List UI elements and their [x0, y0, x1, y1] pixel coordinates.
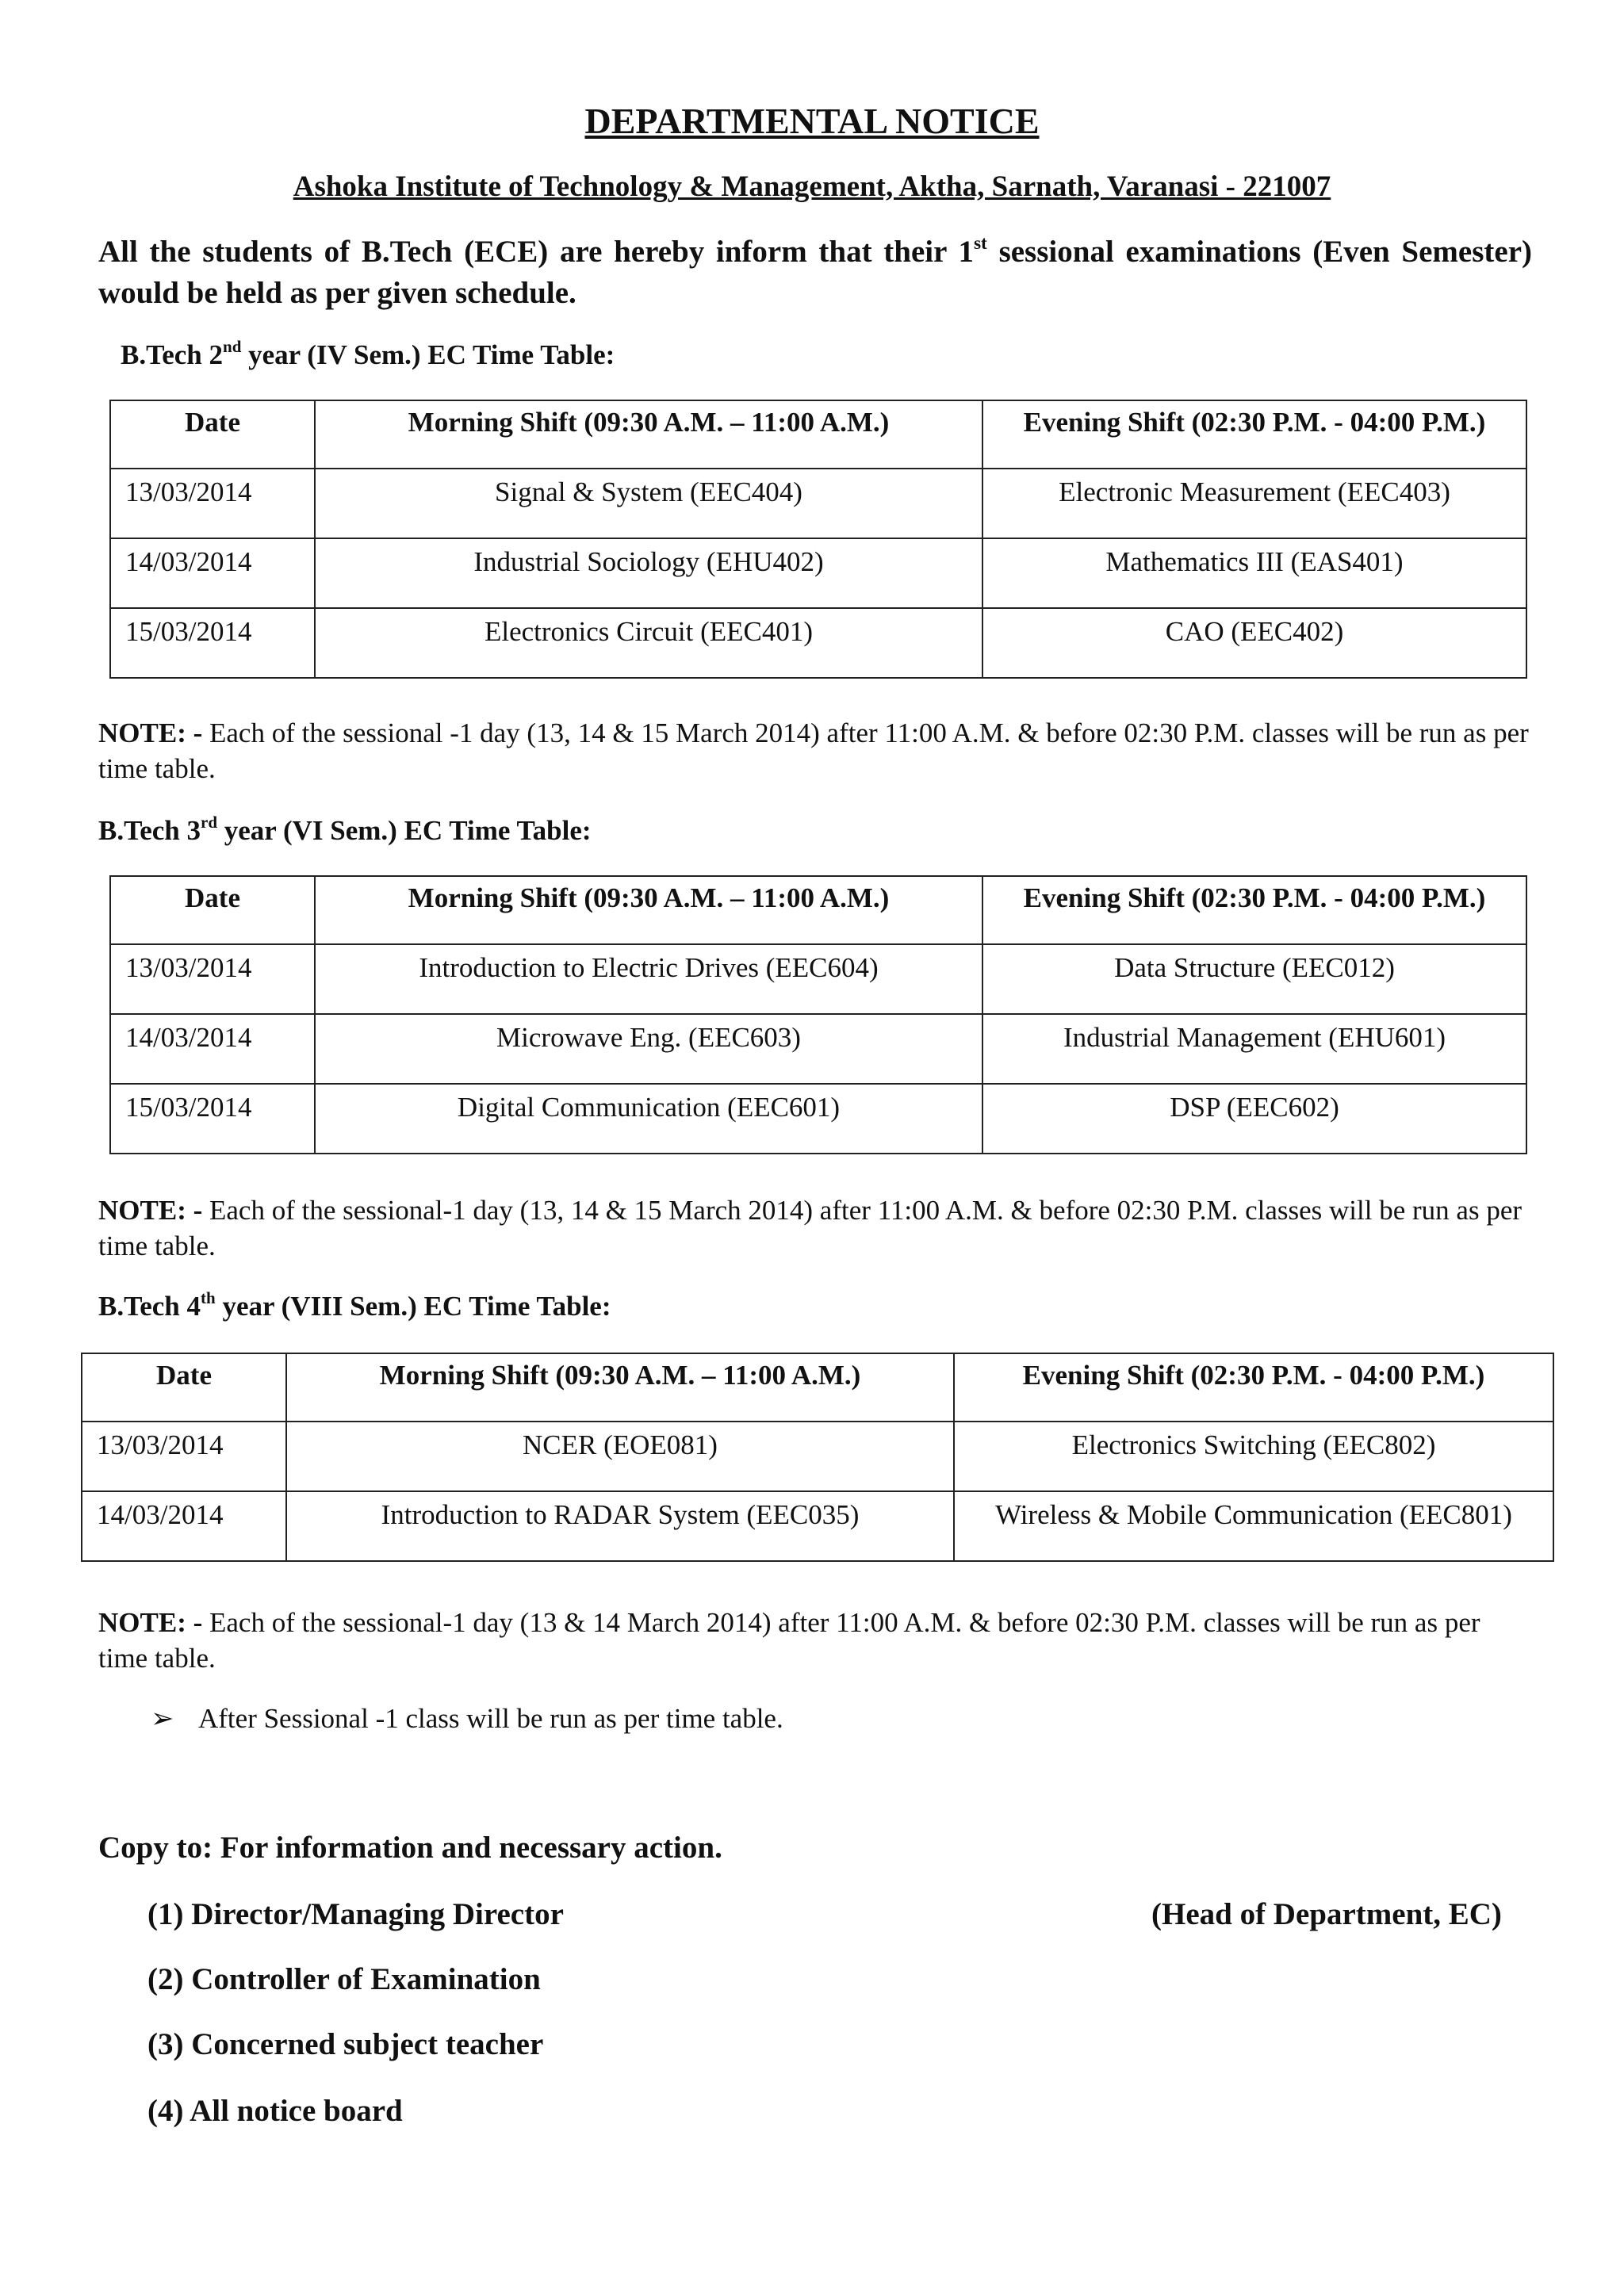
- cell-morning: NCER (EOE081): [286, 1422, 954, 1491]
- intro-superscript: st: [973, 232, 987, 254]
- institute-name: Ashoka Institute of Technology & Management, Aktha, Sarnath, Varanasi - 221007: [293, 170, 1331, 203]
- cell-evening: Industrial Management (EHU601): [982, 1014, 1526, 1084]
- arrow-bullet-icon: ➢: [151, 1703, 174, 1734]
- cell-date: 13/03/2014: [110, 469, 315, 538]
- table-header-row: [110, 876, 1526, 944]
- heading-superscript: nd: [223, 337, 242, 357]
- timetable-4th-year: [81, 1353, 1554, 1562]
- table-header-row: [110, 400, 1526, 469]
- heading-superscript: rd: [201, 813, 218, 832]
- note-text: Each of the sessional-1 day (13 & 14 March 2014) after 11:00 A.M. & before 02:30 P.M. classes will be run as per time table.: [98, 1607, 1480, 1674]
- cell-evening: CAO (EEC402): [982, 608, 1526, 678]
- cell-date: 15/03/2014: [110, 608, 315, 678]
- copy-to-item: (4) All notice board: [147, 2094, 403, 2128]
- heading-text: B.Tech 3: [98, 815, 201, 846]
- table-row: [110, 1084, 1526, 1154]
- note-3rd-year: [98, 1192, 1534, 1264]
- table-row: [110, 608, 1526, 678]
- header-evening-shift: Evening Shift (02:30 P.M. - 04:00 P.M.): [982, 876, 1526, 944]
- copy-to-item: (2) Controller of Examination: [147, 1962, 541, 1996]
- cell-morning: Signal & System (EEC404): [315, 469, 982, 538]
- cell-date: 13/03/2014: [82, 1422, 286, 1491]
- note-text: Each of the sessional-1 day (13, 14 & 15 March 2014) after 11:00 A.M. & before 02:30 P.M. classes will be run as per time table.: [98, 1195, 1522, 1261]
- cell-evening: Electronic Measurement (EEC403): [982, 469, 1526, 538]
- heading-superscript: th: [201, 1288, 216, 1308]
- bullet-item: [151, 1703, 783, 1735]
- copy-to-item: (1) Director/Managing Director: [147, 1897, 564, 1931]
- heading-text: B.Tech 2: [121, 339, 224, 370]
- cell-date: 15/03/2014: [110, 1084, 315, 1154]
- header-evening-shift: Evening Shift (02:30 P.M. - 04:00 P.M.): [982, 400, 1526, 469]
- cell-evening: Wireless & Mobile Communication (EEC801): [954, 1491, 1553, 1561]
- header-morning-shift: Morning Shift (09:30 A.M. – 11:00 A.M.): [286, 1353, 954, 1422]
- timetable-2nd-year: [109, 400, 1527, 679]
- note-label: NOTE: -: [98, 718, 203, 748]
- copy-to-heading: Copy to: For information and necessary action.: [98, 1831, 722, 1865]
- table-row: [110, 469, 1526, 538]
- heading-text: year (VI Sem.) EC Time Table:: [217, 815, 592, 846]
- cell-date: 14/03/2014: [82, 1491, 286, 1561]
- table-row: [110, 1014, 1526, 1084]
- intro-paragraph: [98, 232, 1532, 314]
- cell-morning: Industrial Sociology (EHU402): [315, 538, 982, 608]
- intro-text-before: All the students of B.Tech (ECE) are hereby inform that their 1: [98, 235, 974, 269]
- cell-evening: Mathematics III (EAS401): [982, 538, 1526, 608]
- table-row: [82, 1491, 1553, 1561]
- heading-text: year (VIII Sem.) EC Time Table:: [215, 1291, 611, 1322]
- timetable-3rd-year: [109, 875, 1527, 1154]
- cell-evening: Electronics Switching (EEC802): [954, 1422, 1553, 1491]
- note-label: NOTE: -: [98, 1195, 203, 1226]
- header-date: Date: [110, 400, 315, 469]
- cell-date: 13/03/2014: [110, 944, 315, 1014]
- note-text: Each of the sessional -1 day (13, 14 & 15 March 2014) after 11:00 A.M. & before 02:30 P.M. classes will be run as per time table.: [98, 718, 1529, 784]
- cell-morning: Digital Communication (EEC601): [315, 1084, 982, 1154]
- header-date: Date: [110, 876, 315, 944]
- cell-morning: Electronics Circuit (EEC401): [315, 608, 982, 678]
- note-2nd-year: [98, 715, 1534, 786]
- header-morning-shift: Morning Shift (09:30 A.M. – 11:00 A.M.): [315, 400, 982, 469]
- cell-morning: Introduction to RADAR System (EEC035): [286, 1491, 954, 1561]
- cell-evening: DSP (EEC602): [982, 1084, 1526, 1154]
- header-morning-shift: Morning Shift (09:30 A.M. – 11:00 A.M.): [315, 876, 982, 944]
- copy-to-item: (3) Concerned subject teacher: [147, 2027, 544, 2061]
- heading-text: year (IV Sem.) EC Time Table:: [241, 339, 615, 370]
- notice-title: DEPARTMENTAL NOTICE: [584, 101, 1040, 141]
- table-heading-3rd-year: [98, 815, 592, 847]
- table-heading-2nd-year: [121, 339, 615, 371]
- note-4th-year: [98, 1605, 1534, 1676]
- table-heading-4th-year: [98, 1288, 611, 1322]
- heading-text: B.Tech 4: [98, 1291, 201, 1322]
- header-evening-shift: Evening Shift (02:30 P.M. - 04:00 P.M.): [954, 1353, 1553, 1422]
- note-label: NOTE: -: [98, 1607, 203, 1638]
- cell-morning: Microwave Eng. (EEC603): [315, 1014, 982, 1084]
- signature: (Head of Department, EC): [1151, 1897, 1502, 1931]
- table-row: [110, 944, 1526, 1014]
- intro-text-after: sessional examinations (Even Semester) would be held as per given schedule.: [98, 235, 1532, 310]
- table-header-row: [82, 1353, 1553, 1422]
- header-date: Date: [82, 1353, 286, 1422]
- table-row: [82, 1422, 1553, 1491]
- cell-date: 14/03/2014: [110, 538, 315, 608]
- cell-date: 14/03/2014: [110, 1014, 315, 1084]
- bullet-text: After Sessional -1 class will be run as per time table.: [198, 1703, 783, 1734]
- table-row: [110, 538, 1526, 608]
- cell-evening: Data Structure (EEC012): [982, 944, 1526, 1014]
- cell-morning: Introduction to Electric Drives (EEC604): [315, 944, 982, 1014]
